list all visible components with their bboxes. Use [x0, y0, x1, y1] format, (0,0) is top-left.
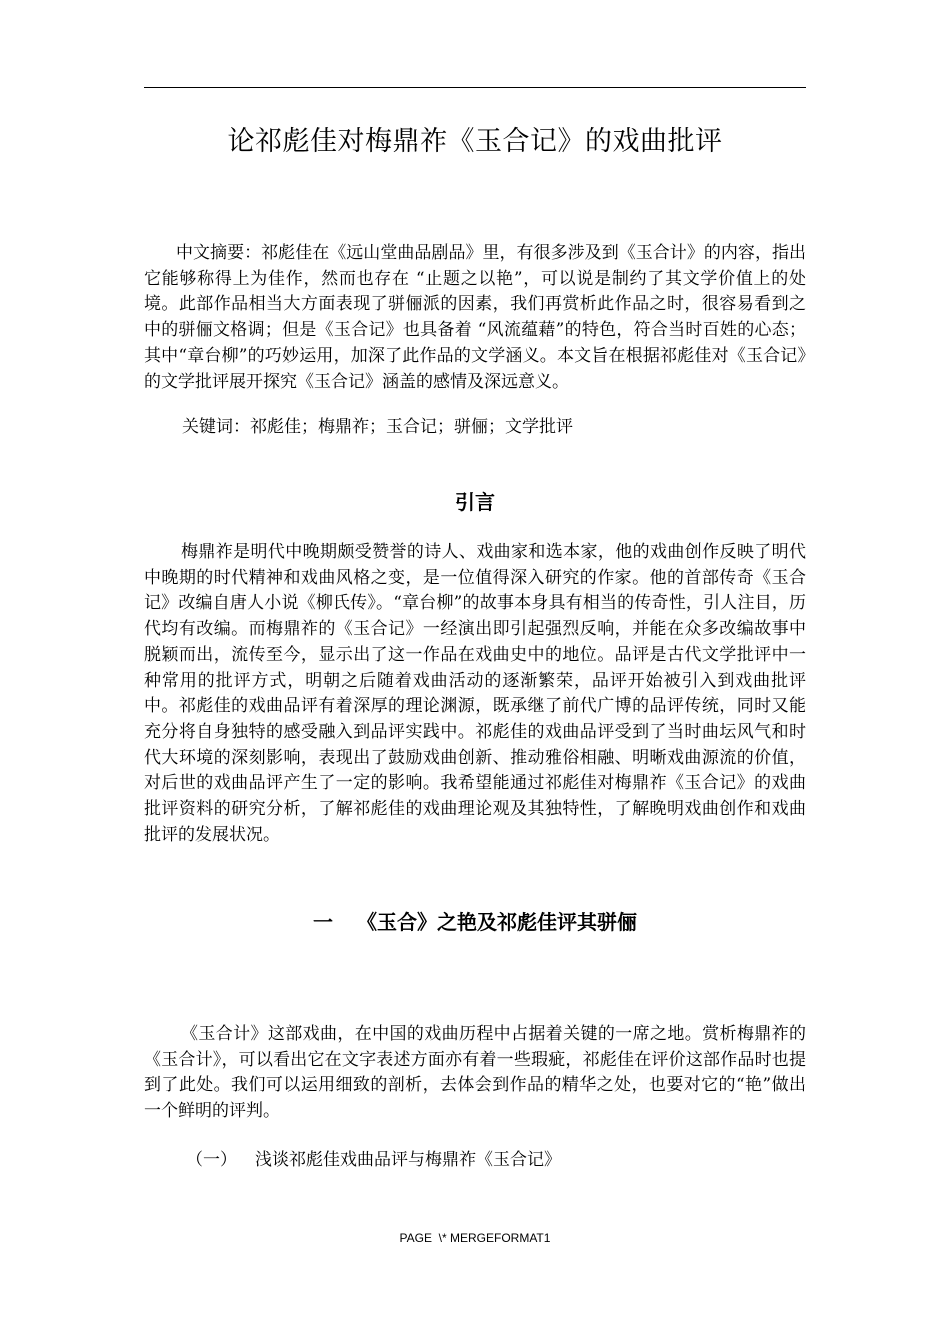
- abstract-paragraph: [144, 241, 806, 395]
- page-footer: PAGE \* MERGEFORMAT1: [399, 1231, 551, 1245]
- intro-paragraph: 梅鼎祚是明代中晚期颇受赞誉的诗人、戏曲家和选本家，他的戏曲创作反映了明代中晚期的时代精神和戏曲风格之变，是一位值得深入研究的作家。他的首部传奇《玉合记》改编自唐人小说《柳氏传》。“章台柳”的故事本身具有相当的传奇性，引人注目，历代均有改编。而梅鼎祚的《玉合记》一经演出即引起强烈反响，并能在众多改编故事中脱颖而出，流传至今，显示出了这一作品在戏曲史中的地位。品评是古代文学批评中一种常用的批评方式，明朝之后随着戏曲活动的逐渐繁荣，品评开始被引入到戏曲批评中。祁彪佳的戏曲品评有着深厚的理论渊源，既承继了前代广博的品评传统，同时又能充分将自身独特的感受融入到品评实践中。祁彪佳的戏曲品评受到了当时曲坛风气和时代大环境的深刻影响，表现出了鼓励戏曲创新、推动雅俗相融、明晰戏曲源流的价值，对后世的戏曲品评产生了一定的影响。我希望能通过祁彪佳对梅鼎祚《玉合记》的戏曲批评资料的研究分析，了解祁彪佳的戏曲理论观及其独特性，了解晚明戏曲创作和戏曲批评的发展状况。: [144, 542, 806, 845]
- intro-heading: 引言: [455, 490, 495, 514]
- section-1-paragraph: 《玉合计》这部戏曲，在中国的戏曲历程中占据着关键的一席之地。赏析梅鼎祚的《玉合计》，可以看出它在文字表述方面亦有着一些瑕疵，祁彪佳在评价这部作品时也提到了此处。我们可以运用细致的剖析，去体会到作品的精华之处，也要对它的“艳”做出一个鲜明的评判。: [144, 1024, 806, 1122]
- abstract-label: 中文摘要：: [176, 243, 262, 263]
- document-title: 论祁彪佳对梅鼎祚《玉合记》的戏曲批评: [227, 126, 723, 157]
- abstract-text: 祁彪佳在《远山堂曲品剧品》里，有很多涉及到《玉合计》的内容，指出它能够称得上为佳作，然而也存在 “止题之以艳”，可以说是制约了其文学价值上的处境。此部作品相当大方面表现了骈俪派的因素，我们再赏析此作品之时，很容易看到之中的骈俪文格调；但是《玉合记》也具备着 “风流蕴藉”的特色，符合当时百姓的心态；其中“章台柳”的巧妙运用，加深了此作品的文学涵义。本文旨在根据祁彪佳对《玉合记》的文学批评展开探究《玉合记》涵盖的感情及深远意义。: [144, 243, 807, 392]
- subsection-title: 浅谈祁彪佳戏曲品评与梅鼎祚《玉合记》: [255, 1150, 561, 1170]
- keywords-text: 祁彪佳；梅鼎祚；玉合记；骈俪；文学批评: [250, 417, 573, 437]
- section-1-number: 一: [313, 910, 333, 934]
- keywords-label: 关键词：: [182, 417, 250, 437]
- section-1-title: 《玉合》之艳及祁彪佳评其骈俪: [357, 910, 637, 934]
- subsection-heading: [186, 1148, 561, 1173]
- header-rule: [144, 87, 806, 88]
- subsection-number: （一）: [186, 1150, 237, 1170]
- keywords-line: [144, 415, 806, 441]
- section-1-heading: [144, 908, 806, 936]
